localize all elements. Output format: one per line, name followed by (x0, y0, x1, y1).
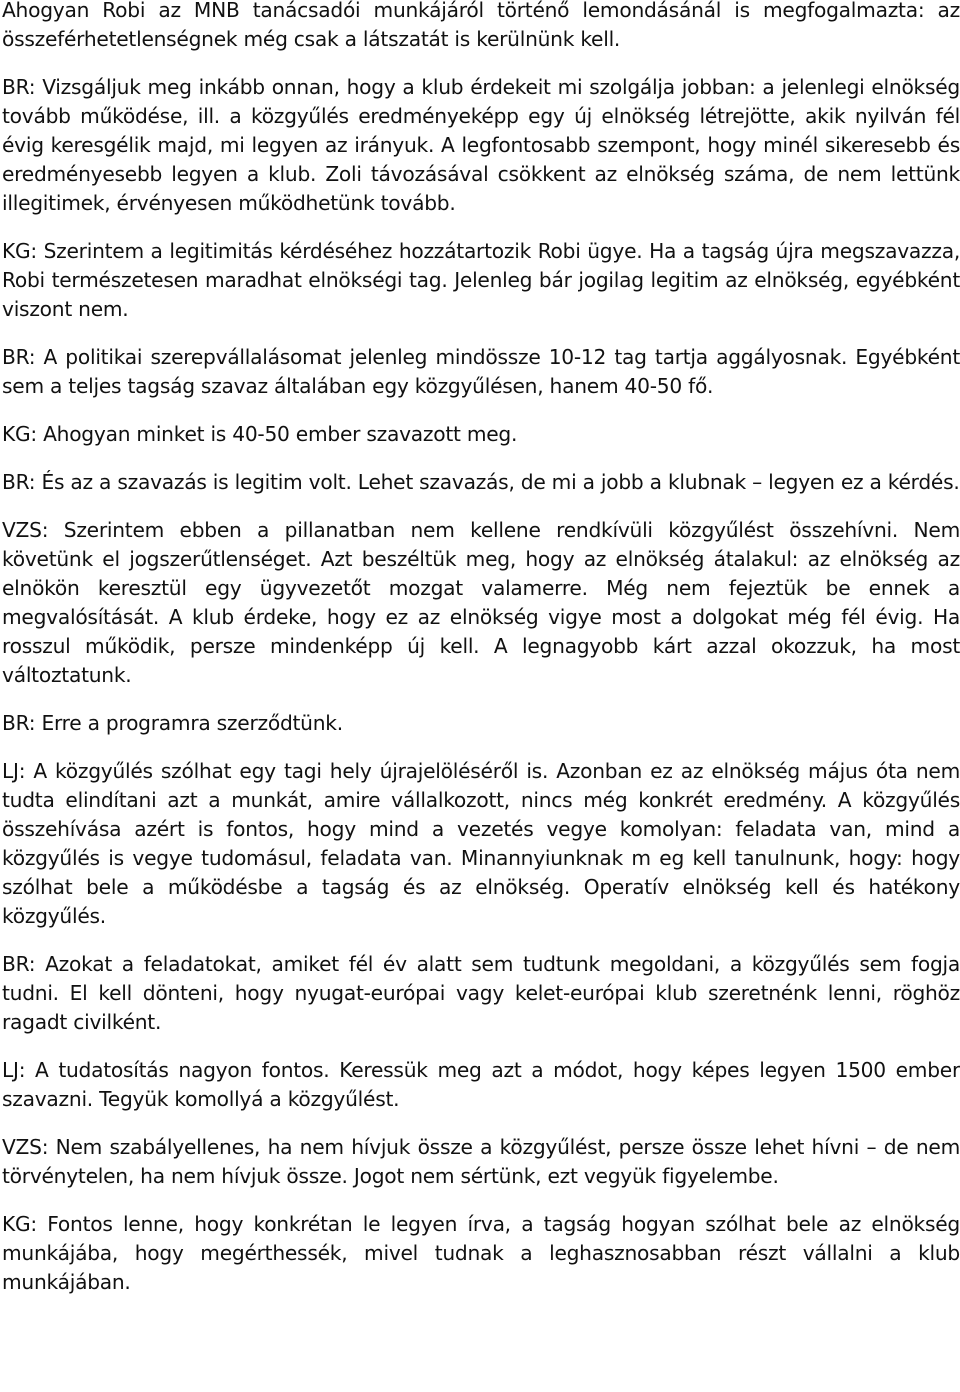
paragraph-3: KG: Szerintem a legitimitás kérdéséhez hozzátartozik Robi ügye. Ha a tagság újra megszavazza, Robi természetesen maradhat elnökségi tag. Jelenleg bár jogilag legitim az elnökség, egyébként viszont nem. (2, 239, 960, 321)
paragraph-2: BR: Vizsgáljuk meg inkább onnan, hogy a klub érdekeit mi szolgálja jobban: a jelenlegi elnökség tovább működése, ill. a közgyűlés eredményeképp egy új elnökség létrejötte, akik nyilván fél évig keresgélik majd, mi legyen az irányuk. A legfontosabb szempont, hogy minél sikeresebb és eredményesebb legyen a klub. Zoli távozásával csökkent az elnökség száma, de nem lettünk illegitimek, érvényesen működhetünk tovább. (2, 75, 960, 215)
paragraph-9: LJ: A közgyűlés szólhat egy tagi hely újrajelöléséről is. Azonban ez az elnökség május óta nem tudta elindítani azt a munkát, amire vállalkozott, nincs még konkrét eredmény. A közgyűlés összehívása azért is fontos, hogy mind a vezetés vegye komolyan: feladata van, mind a közgyűlés is vegye tudomásul, feladata van. Minannyiunknak m eg kell tanulnunk, hogy: hogy szólhat bele a működésbe a tagság és az elnökség. Operatív elnökség kell és hatékony közgyűlés. (2, 759, 960, 928)
paragraph-5: KG: Ahogyan minket is 40-50 ember szavazott meg. (2, 422, 518, 446)
paragraph-12: VZS: Nem szabályellenes, ha nem hívjuk össze a közgyűlést, persze össze lehet hívni – de nem törvénytelen, ha nem hívjuk össze. Jogot nem sértünk, ezt vegyük figyelembe. (2, 1135, 960, 1188)
paragraph-8: BR: Erre a programra szerződtünk. (2, 711, 343, 735)
paragraph-7: VZS: Szerintem ebben a pillanatban nem kellene rendkívüli közgyűlést összehívni. Nem követünk el jogszerűtlenséget. Azt beszéltük meg, hogy az elnökség átalakul: az elnökség az elnökön keresztül egy ügyvezetőt mozgat valamerre. Még nem fejeztük be ennek a megvalósítását. A klub érdeke, hogy ez az elnökség vigye most a dolgokat még fél évig. Ha rosszul működik, persze mindenképp új kell. A legnagyobb kárt azzal okozzuk, ha most változtatunk. (2, 518, 960, 687)
paragraph-6: BR: És az a szavazás is legitim volt. Lehet szavazás, de mi a jobb a klubnak – legyen ez a kérdés. (2, 470, 960, 494)
paragraph-13: KG: Fontos lenne, hogy konkrétan le legyen írva, a tagság hogyan szólhat bele az elnökség munkájába, hogy megérthessék, mivel tudnak a leghasznosabban részt vállalni a klub munkájában. (2, 1212, 960, 1294)
paragraph-1: Ahogyan Robi az MNB tanácsadói munkájáról történő lemondásánál is megfogalmazta: az összeférhetetlenségnek még csak a látszatát is kerülnünk kell. (2, 0, 960, 51)
paragraph-10: BR: Azokat a feladatokat, amiket fél év alatt sem tudtunk megoldani, a közgyűlés sem fogja tudni. El kell dönteni, hogy nyugat-európai vagy kelet-európai klub szeretnénk lenni, röghöz ragadt civilként. (2, 952, 960, 1034)
paragraph-11: LJ: A tudatosítás nagyon fontos. Keressük meg azt a módot, hogy képes legyen 1500 ember szavazni. Tegyük komollyá a közgyűlést. (2, 1058, 960, 1111)
paragraph-4: BR: A politikai szerepvállalásomat jelenleg mindössze 10-12 tag tartja aggályosnak. Egyébként sem a teljes tagság szavaz általában egy közgyűlésen, hanem 40-50 fő. (2, 345, 960, 398)
